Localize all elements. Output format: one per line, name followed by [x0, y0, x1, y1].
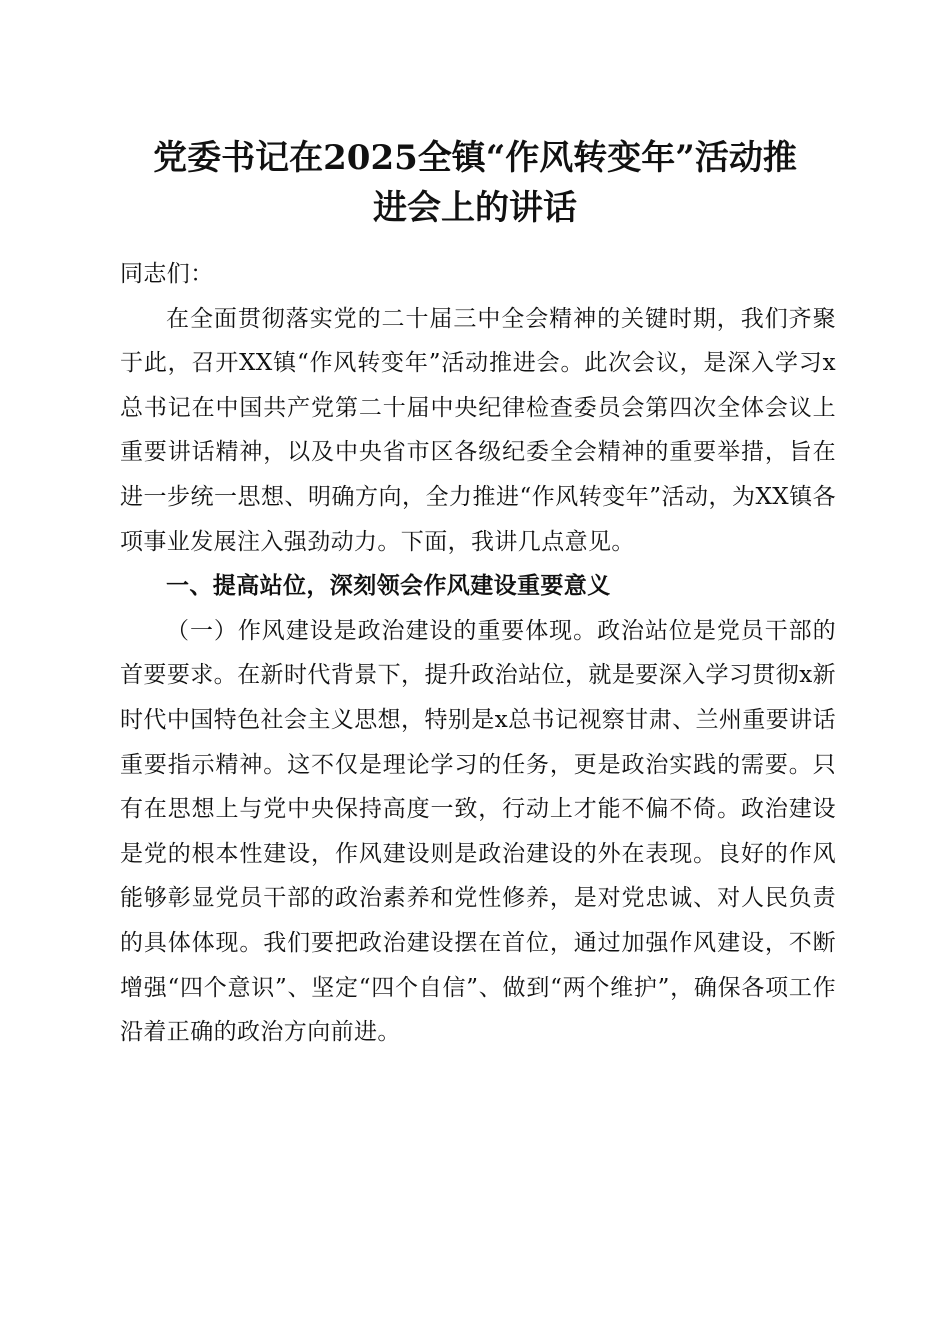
document-body — [120, 252, 836, 1055]
subsection-paragraph-1 — [120, 609, 836, 1055]
salutation: 同志们： — [120, 261, 214, 287]
subsection-lead: （一）作风建设是政治建设的重要体现。 — [166, 617, 598, 644]
section-heading-1: 一、提高站位，深刻领会作风建设重要意义 — [166, 573, 611, 600]
document-title — [100, 133, 850, 233]
title-line-2: 进会上的讲话 — [373, 188, 577, 228]
subsection-body: 政治站位是党员干部的首要要求。在新时代背景下，提升政治站位，就是要深入学习贯彻x新时代中国特色社会主义思想，特别是x总书记视察甘肃、兰州重要讲话重要指示精神。这不仅是理论学习的任务，更是政治实践的需要。只有在思想上与党中央保持高度一致，行动上才能不偏不倚。政治建设是党的根本性建设，作风建设则是政治建设的外在表现。良好的作风能够彰显党员干部的政治素养和党性修养，是对党忠诚、对人民负责的具体体现。我们要把政治建设摆在首位，通过加强作风建设，不断增强“四个意识”、坚定“四个自信”、做到“两个维护”，确保各项工作沿着正确的政治方向前进。 — [120, 617, 837, 1046]
intro-paragraph: 在全面贯彻落实党的二十届三中全会精神的关键时期，我们齐聚于此，召开XX镇“作风转变年”活动推进会。此次会议，是深入学习x总书记在中国共产党第二十届中央纪律检查委员会第四次全体会议上重要讲话精神，以及中央省市区各级纪委全会精神的重要举措，旨在进一步统一思想、明确方向，全力推进“作风转变年”活动，为XX镇各项事业发展注入强劲动力。下面，我讲几点意见。 — [120, 305, 836, 555]
title-line-1: 党委书记在2025全镇“作风转变年”活动推 — [153, 138, 797, 178]
